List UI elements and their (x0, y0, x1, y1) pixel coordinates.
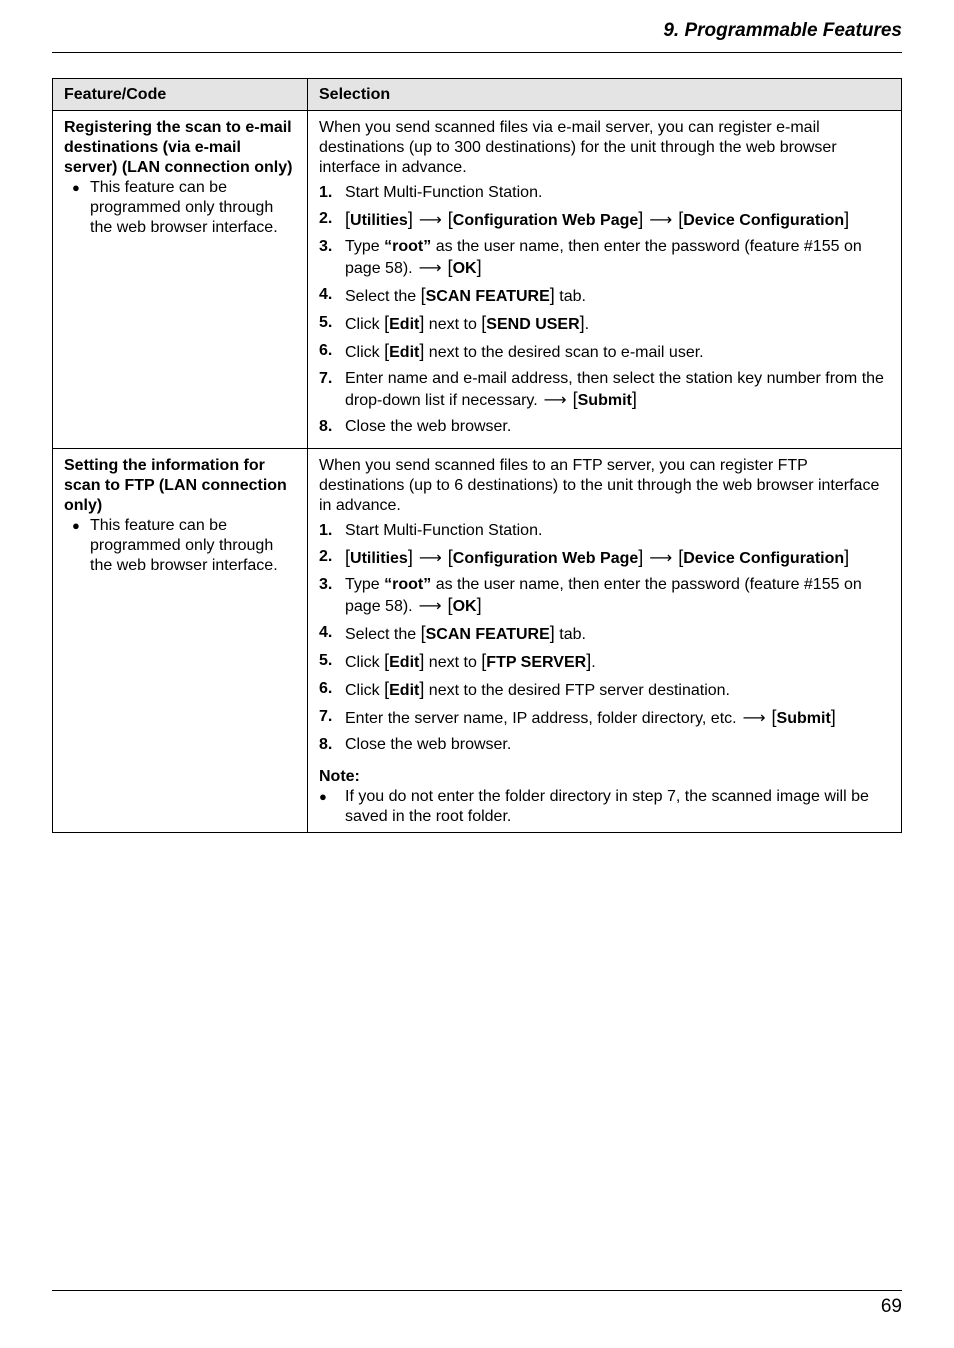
bracket-close: ] (830, 707, 836, 727)
selection-cell (308, 449, 902, 833)
menu-label-utilities: Utilities (350, 550, 408, 567)
bracket-close: ] (419, 341, 425, 361)
selection-intro: When you send scanned files via e-mail server, you can register e-mail destinations (up to 300 destinations) for the unit through the web browser interface in advance. (319, 119, 837, 176)
table-row (53, 449, 902, 833)
table-header-row (53, 79, 902, 111)
step-text (345, 679, 890, 701)
button-label-edit: Edit (389, 344, 420, 361)
step-list (319, 183, 890, 437)
bracket-open: [ (384, 341, 390, 361)
note-text: If you do not enter the folder directory in step 7, the scanned image will be saved in the root folder. (345, 788, 869, 825)
step-item (319, 707, 890, 729)
step-text-part: . (591, 654, 596, 671)
step-text-part: as the user name, then enter the password (feature #155 on page 58). (345, 238, 862, 277)
bracket-close: ] (407, 547, 413, 567)
column-header-selection: Selection (308, 79, 902, 111)
bracket-close: ] (586, 651, 592, 671)
button-label-edit: Edit (389, 682, 420, 699)
step-number: 5. (319, 652, 333, 669)
feature-note (72, 516, 296, 576)
bracket-open: [ (447, 595, 453, 615)
arrow-right-icon: ⟶ (418, 598, 442, 615)
step-text (345, 707, 890, 729)
step-item (319, 313, 890, 335)
step-item (319, 285, 890, 307)
tab-label-scan-feature: SCAN FEATURE (425, 288, 550, 305)
step-number: 3. (319, 238, 333, 255)
step-number: 2. (319, 210, 333, 227)
step-text (345, 237, 890, 279)
bracket-open: [ (384, 679, 390, 699)
arrow-right-icon: ⟶ (543, 392, 567, 409)
step-item (319, 651, 890, 673)
step-text (345, 209, 890, 231)
button-label-ok: OK (452, 260, 477, 277)
footer-rule (52, 1290, 902, 1291)
step-text-part: next to the desired FTP server destination. (424, 682, 730, 699)
bracket-open: [ (572, 389, 578, 409)
step-text-part: Click (345, 344, 385, 361)
selection-cell (308, 111, 902, 449)
label-ftp-server: FTP SERVER (486, 654, 587, 671)
button-label-edit: Edit (389, 654, 420, 671)
step-text (345, 369, 890, 411)
step-text-part: Enter name and e-mail address, then select the station key number from the drop-down list if necessary. (345, 370, 884, 409)
bracket-close: ] (476, 257, 482, 277)
step-number: 7. (319, 708, 333, 725)
arrow-right-icon: ⟶ (418, 260, 442, 277)
bracket-open: [ (678, 547, 684, 567)
selection-intro: When you send scanned files to an FTP server, you can register FTP destinations (up to 6 destinations) to the unit through the web browser interface in advance. (319, 457, 880, 514)
step-item (319, 341, 890, 363)
bracket-close: ] (419, 651, 425, 671)
step-item (319, 679, 890, 701)
step-item (319, 735, 890, 755)
step-item (319, 369, 890, 411)
bracket-open: [ (678, 209, 684, 229)
bracket-open: [ (345, 547, 351, 567)
bracket-close: ] (638, 209, 644, 229)
menu-label-device-configuration: Device Configuration (683, 550, 845, 567)
step-number: 2. (319, 548, 333, 565)
bracket-open: [ (384, 313, 390, 333)
step-text: Start Multi-Function Station. (345, 184, 543, 201)
step-text-part: Click (345, 316, 385, 333)
menu-label-configuration-web-page: Configuration Web Page (452, 212, 639, 229)
step-item (319, 623, 890, 645)
menu-label-device-configuration: Device Configuration (683, 212, 845, 229)
bullet-icon: ● (72, 180, 80, 195)
feature-note-text: This feature can be programmed only through the web browser interface. (90, 179, 278, 236)
step-number: 4. (319, 286, 333, 303)
step-number: 4. (319, 624, 333, 641)
section-title: 9. Programmable Features (663, 20, 902, 41)
step-item (319, 183, 890, 203)
step-item (319, 237, 890, 279)
arrow-right-icon: ⟶ (649, 212, 673, 229)
feature-cell (53, 449, 308, 833)
step-item (319, 575, 890, 617)
step-text (345, 651, 890, 673)
bracket-open: [ (420, 285, 426, 305)
step-text-part: tab. (554, 626, 586, 643)
bullet-icon: ● (72, 518, 80, 533)
label-send-user: SEND USER (486, 316, 580, 333)
step-text-part: tab. (554, 288, 586, 305)
button-label-edit: Edit (389, 316, 420, 333)
step-text-part: Click (345, 682, 385, 699)
page-number: 69 (880, 1296, 902, 1317)
step-text-part: next to (424, 654, 482, 671)
step-number: 3. (319, 576, 333, 593)
bracket-open: [ (384, 651, 390, 671)
step-item (319, 417, 890, 437)
step-text-part: . (584, 316, 590, 333)
feature-cell (53, 111, 308, 449)
bracket-close: ] (844, 547, 850, 567)
step-text-part: next to the desired scan to e-mail user. (424, 344, 704, 361)
username-root: “root” (384, 238, 432, 255)
bracket-close: ] (631, 389, 637, 409)
step-number: 8. (319, 418, 333, 435)
bracket-open: [ (481, 651, 487, 671)
step-text (345, 623, 890, 645)
feature-name: Registering the scan to e-mail destinations (via e-mail server) (LAN connection only) (64, 119, 293, 176)
note-label: Note: (319, 768, 360, 785)
feature-table (52, 78, 902, 833)
username-root: “root” (384, 576, 432, 593)
bullet-icon: ● (319, 789, 327, 804)
arrow-right-icon: ⟶ (418, 550, 442, 567)
note-item (319, 787, 890, 827)
bracket-open: [ (447, 547, 453, 567)
step-text-part: Select the (345, 288, 421, 305)
step-number: 8. (319, 736, 333, 753)
bracket-close: ] (638, 547, 644, 567)
step-number: 5. (319, 314, 333, 331)
bracket-open: [ (481, 313, 487, 333)
button-label-submit: Submit (577, 392, 632, 409)
step-text: Start Multi-Function Station. (345, 522, 543, 539)
step-text (345, 313, 890, 335)
button-label-ok: OK (452, 598, 477, 615)
tab-label-scan-feature: SCAN FEATURE (425, 626, 550, 643)
step-number: 7. (319, 370, 333, 387)
header-rule (52, 52, 902, 53)
bracket-close: ] (549, 285, 555, 305)
bracket-close: ] (844, 209, 850, 229)
step-text-part: as the user name, then enter the password (feature #155 on page 58). (345, 576, 862, 615)
bracket-close: ] (407, 209, 413, 229)
step-number: 6. (319, 680, 333, 697)
step-text-part: next to (424, 316, 482, 333)
column-header-feature: Feature/Code (53, 79, 308, 111)
step-text-part: Click (345, 654, 385, 671)
bracket-open: [ (447, 209, 453, 229)
step-item (319, 209, 890, 231)
bracket-open: [ (420, 623, 426, 643)
step-text-part: Enter the server name, IP address, folder directory, etc. (345, 710, 737, 727)
step-item (319, 547, 890, 569)
step-text (345, 547, 890, 569)
table-row (53, 111, 902, 449)
step-number: 6. (319, 342, 333, 359)
bracket-open: [ (345, 209, 351, 229)
step-text-part: Select the (345, 626, 421, 643)
bracket-close: ] (476, 595, 482, 615)
step-number: 1. (319, 184, 333, 201)
arrow-right-icon: ⟶ (418, 212, 442, 229)
feature-name: Setting the information for scan to FTP (LAN connection only) (64, 457, 287, 514)
step-list (319, 521, 890, 755)
step-text (345, 575, 890, 617)
menu-label-configuration-web-page: Configuration Web Page (452, 550, 639, 567)
bracket-close: ] (579, 313, 585, 333)
bracket-open: [ (771, 707, 777, 727)
step-text (345, 341, 890, 363)
menu-label-utilities: Utilities (350, 212, 408, 229)
button-label-submit: Submit (776, 710, 831, 727)
step-text-part: Type (345, 576, 385, 593)
step-text: Close the web browser. (345, 418, 512, 435)
step-item (319, 521, 890, 541)
step-text-part: Type (345, 238, 385, 255)
bracket-close: ] (419, 313, 425, 333)
feature-note (72, 178, 296, 238)
step-text: Close the web browser. (345, 736, 512, 753)
bracket-open: [ (447, 257, 453, 277)
step-number: 1. (319, 522, 333, 539)
bracket-close: ] (549, 623, 555, 643)
bracket-close: ] (419, 679, 425, 699)
arrow-right-icon: ⟶ (742, 710, 766, 727)
feature-note-text: This feature can be programmed only through the web browser interface. (90, 517, 278, 574)
step-text (345, 285, 890, 307)
arrow-right-icon: ⟶ (649, 550, 673, 567)
